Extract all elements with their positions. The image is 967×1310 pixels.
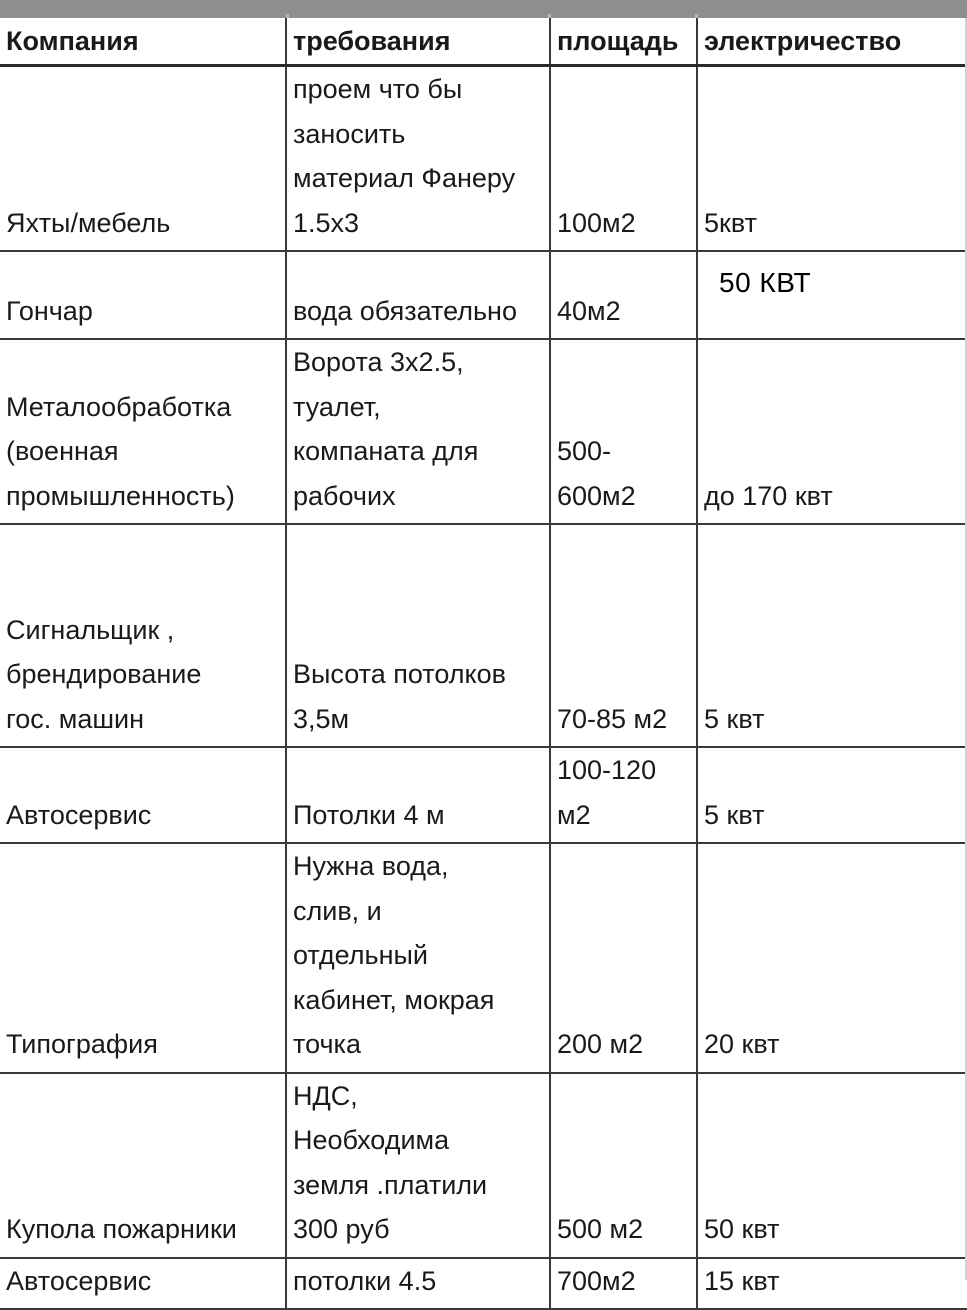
table-row [0, 339, 967, 524]
table-row [0, 747, 967, 843]
cell-company: Яхты/мебель [0, 66, 286, 252]
top-bar [0, 0, 967, 18]
header-requirements: требования [286, 18, 550, 66]
cell-area: 40м2 [550, 251, 697, 339]
cell-company: Автосервис [0, 1258, 286, 1310]
table-row [0, 524, 967, 747]
cell-company: Купола пожарники [0, 1073, 286, 1258]
cell-area: 70-85 м2 [550, 524, 697, 747]
cell-requirements: проем что бы заносить материал Фанеру 1.5х3 [286, 66, 550, 252]
table-row [0, 66, 967, 252]
cell-company: Металообработка (военная промышленность) [0, 339, 286, 524]
cell-company: Автосервис [0, 747, 286, 843]
cell-requirements: вода обязательно [286, 251, 550, 339]
requirements-table [0, 18, 967, 1310]
cell-requirements: НДС, Необходима земля .платили 300 руб [286, 1073, 550, 1258]
cell-area: 700м2 [550, 1258, 697, 1310]
table-row [0, 1073, 967, 1258]
cell-area: 500 м2 [550, 1073, 697, 1258]
cell-electricity: 5 квт [697, 747, 967, 843]
cell-electricity: 20 квт [697, 843, 967, 1073]
table-row [0, 843, 967, 1073]
header-electricity: электричество [697, 18, 967, 66]
header-row [0, 18, 967, 66]
table-row [0, 251, 967, 339]
cell-requirements: Высота потолков 3,5м [286, 524, 550, 747]
header-area: площадь [550, 18, 697, 66]
cell-requirements: Ворота 3х2.5, туалет, компаната для рабочих [286, 339, 550, 524]
cell-electricity: до 170 квт [697, 339, 967, 524]
cell-company: Сигнальщик , брендирование гос. машин [0, 524, 286, 747]
cell-company: Гончар [0, 251, 286, 339]
cell-electricity: 5 квт [697, 524, 967, 747]
cell-area: 100-120 м2 [550, 747, 697, 843]
cell-requirements: потолки 4.5 [286, 1258, 550, 1310]
cell-electricity: 5квт [697, 66, 967, 252]
cell-requirements: Потолки 4 м [286, 747, 550, 843]
cell-electricity: 50 квт [697, 1073, 967, 1258]
table-row [0, 1258, 967, 1310]
cell-area: 100м2 [550, 66, 697, 252]
cell-electricity: 15 квт [697, 1258, 967, 1310]
cell-company: Типография [0, 843, 286, 1073]
overlay-note: 50 КВТ [719, 267, 812, 298]
header-company: Компания [0, 18, 286, 66]
cell-requirements: Нужна вода, слив, и отдельный кабинет, мокрая точка [286, 843, 550, 1073]
cell-area: 200 м2 [550, 843, 697, 1073]
cell-area: 500- 600м2 [550, 339, 697, 524]
